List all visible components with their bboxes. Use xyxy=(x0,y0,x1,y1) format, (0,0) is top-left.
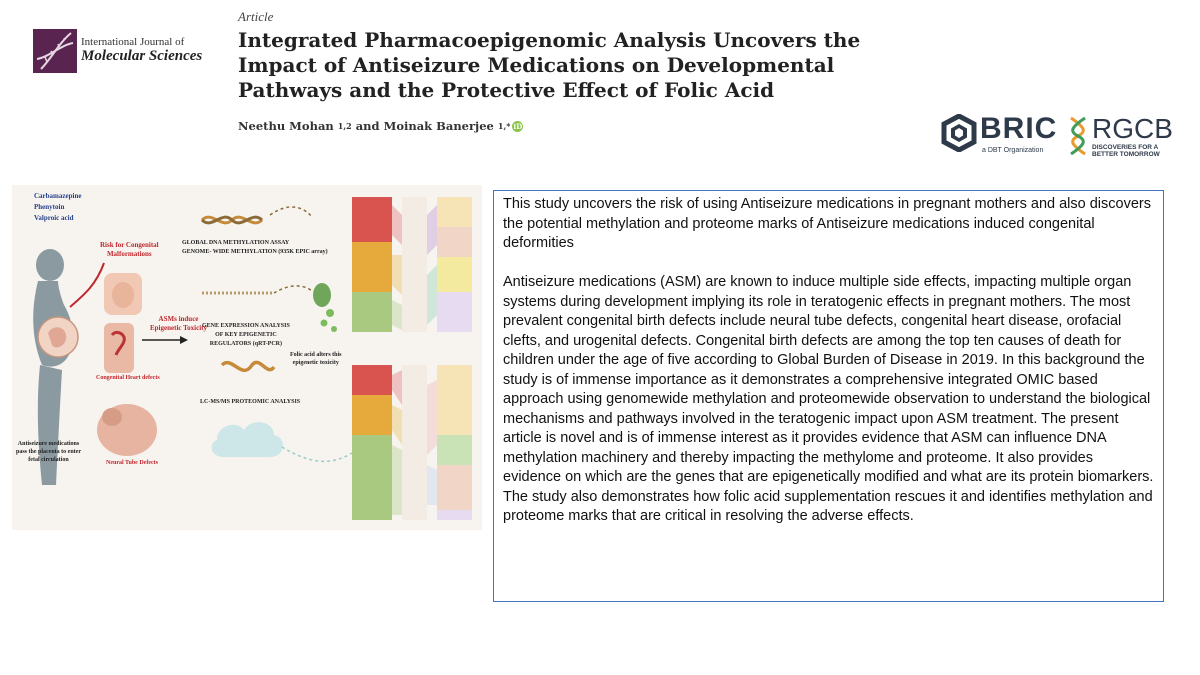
sankey-methylation-chart xyxy=(352,197,472,332)
bric-tagline: a DBT Organization xyxy=(982,147,1044,154)
bric-logo xyxy=(940,114,1057,154)
placenta-note-line1: Antiseizure medications xyxy=(17,441,80,447)
folic-acid-line1: Folic acid alters this xyxy=(290,352,342,358)
methylation-assay-line2: GENOME- WIDE METHYLATION (935K EPIC array) xyxy=(182,249,328,255)
article-type-label: Article xyxy=(238,9,274,24)
graphical-abstract-art xyxy=(12,185,482,530)
journal-name-line1: International Journal of xyxy=(81,36,185,49)
dna-helix-icon xyxy=(33,29,77,73)
placenta-note-line2: pass the placenta to enter xyxy=(16,449,81,455)
risk-label-line1: Risk for Congenital xyxy=(100,241,159,249)
dna-illustration xyxy=(202,217,262,223)
rgcb-helix-icon xyxy=(1066,114,1090,156)
drug-label: Carbamazepine xyxy=(34,192,82,200)
rgcb-logo xyxy=(1066,114,1173,158)
journal-name-line2: Molecular Sciences xyxy=(81,48,203,64)
folic-acid-pills-image xyxy=(313,283,337,332)
author-joiner: and xyxy=(355,119,380,133)
gene-expression-line1: GENE EXPRESSION ANALYSIS xyxy=(202,323,290,329)
orcid-icon[interactable]: iD xyxy=(513,121,523,131)
asm-label-line2: Epigenetic Toxicity xyxy=(150,324,207,332)
congenital-heart-label: Congenital Heart defects xyxy=(96,375,160,381)
risk-label-line2: Malformations xyxy=(106,250,152,258)
abstract-summary: This study uncovers the risk of using Antiseizure medications in pregnant mothers and also discovers the potential methylation and proteome marks of Antiseizure medications induced congenital deformities xyxy=(503,196,1151,251)
sankey-proteome-chart xyxy=(352,365,472,520)
journal-logo xyxy=(33,28,208,74)
methylation-assay-line1: GLOBAL DNA METHYLATION ASSAY xyxy=(182,240,290,246)
folic-acid-line2: epigenetic toxicity xyxy=(292,360,339,366)
drug-label: Valproic acid xyxy=(34,214,74,222)
author-list xyxy=(238,119,523,133)
rgcb-tagline-line2: BETTER TOMORROW xyxy=(1092,151,1160,158)
author-name: Neethu Mohan xyxy=(238,119,334,133)
article-title: Integrated Pharmacoepigenomic Analysis Uncovers the Impact of Antiseizure Medications on Developmental Pathways and the Protective Effect of Folic Acid xyxy=(238,28,861,102)
protein-illustration xyxy=(222,362,274,370)
drug-label: Phenytoin xyxy=(34,203,65,211)
proteomic-label: LC-MS/MS PROTEOMIC ANALYSIS xyxy=(200,399,301,405)
bric-emblem-icon xyxy=(940,114,978,152)
neural-tube-label: Neural Tube Defects xyxy=(106,460,158,466)
rgcb-tagline-line1: DISCOVERIES FOR A xyxy=(1092,144,1159,151)
author-affiliation: 1,* xyxy=(497,121,511,131)
proteomics-cloud-icon xyxy=(212,422,283,457)
asm-label-line1: ASMs induce xyxy=(158,315,199,323)
abstract-textbox xyxy=(493,190,1164,602)
rgcb-wordmark: RGCB xyxy=(1092,113,1173,144)
bric-wordmark: BRIC xyxy=(980,112,1058,145)
placenta-note-line3: fetal circulation xyxy=(28,457,69,463)
graphical-abstract xyxy=(12,185,482,530)
abstract-body: Antiseizure medications (ASM) are known to induce multiple side effects, impacting multiple organ systems during development implying its role in teratogenic effects in pregnant mothers. The most prevalent congenital birth defects include neural tube defects, congenital heart disease, orofacial clefts, and urogenital defects. Congenital birth defects are among the top ten causes of death for children under the age of five according to Global Burden of Disease in 2019. In this background the study is of immense importance as it demonstrates a comprehensive integrated OMIC based approach using genomewide methylation and proteomewide observation to understand the biological mechanisms and pathways involved in the teratogenic impact upon ASM treatment. The present article is novel and is of immense interest as it provides evidence that ASM can influence DNA methylation machinery and thereby impacting the methylome and proteome. It also provides evidence on which are the genes that are epigenetically modified and what are its protein biomarkers. The study also demonstrates how folic acid supplementation rescues it and identifies methylation and proteome marks that are critical in resolving the adverse effects. xyxy=(503,274,1154,524)
author-name: Moinak Banerjee xyxy=(383,119,494,133)
risk-arrow xyxy=(70,263,104,307)
gene-expression-line3: REGULATORS (qRT-PCR) xyxy=(209,341,282,347)
author-affiliation: 1,2 xyxy=(337,121,352,131)
gene-expression-line2: OF KEY EPIGENETIC xyxy=(215,332,277,338)
